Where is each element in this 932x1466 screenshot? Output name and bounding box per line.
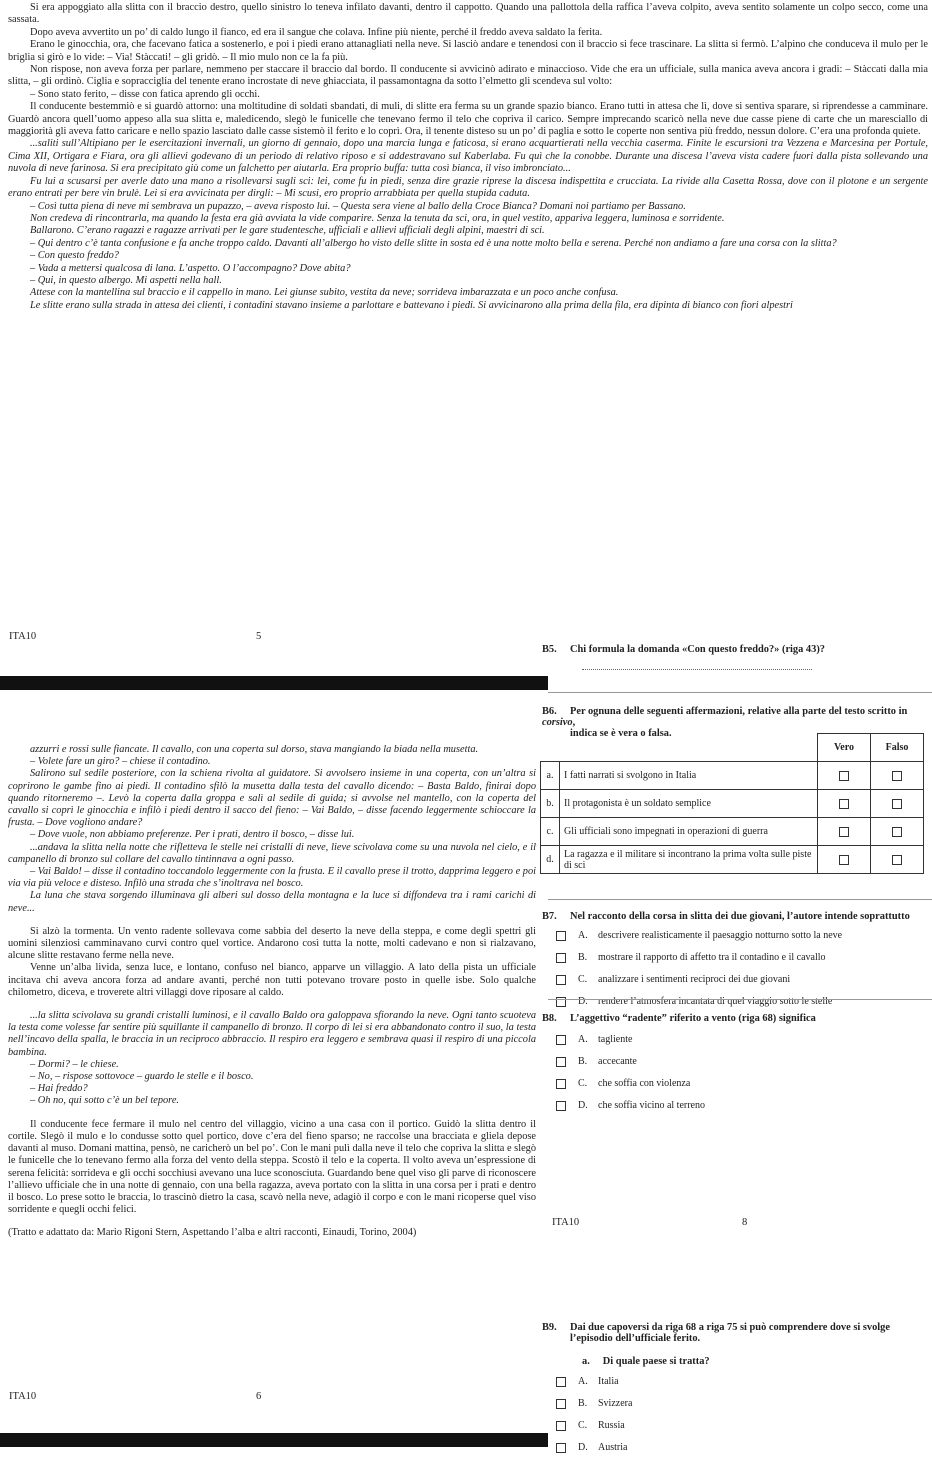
paragraph-gap [8,1216,536,1227]
question-b9-sub [582,1356,932,1367]
paragraph: – Dove vuole, non abbiamo preferenze. Per i prati, dentro il bosco, – disse lui. [30,829,355,841]
option-letter: D. [578,1442,588,1453]
option-letter: D. [578,1100,588,1111]
checkbox-square[interactable] [892,855,902,865]
checkbox-square[interactable] [556,1377,566,1387]
paragraph: – Hai freddo? [30,1083,88,1095]
q-text-punct: , [572,717,576,728]
paragraph: Si era appoggiato alla slitta con il braccio destro, quello sinistro lo teneva infilato davanti, dentro il cappotto. Quando una pallottola della raffica l’aveva colpito, aveva sentito solamente un colpo secco, come una sassata. [8,2,928,26]
tf-header-true: Vero [818,734,871,762]
option-text: descrivere realisticamente il paesaggio notturno sotto la neve [598,930,843,941]
tf-header-false: Falso [871,734,924,762]
paragraph: Ballarono. C’erano ragazzi e ragazze arrivati per le gare studentesche, ufficiali e allievi ufficiali degli alpini, maestri di sci. [30,225,545,237]
option-letter: C. [578,974,588,985]
answer-option[interactable] [556,996,832,1007]
answer-option[interactable] [556,1078,690,1089]
paragraph-gap [8,915,536,926]
paragraph: – Dormi? – le chiese. [30,1058,119,1070]
paragraph: – Così tutta piena di neve mi sembrava un pupazzo, – aveva risposto lui. – Questa sera viene al ballo della Croce Bianca? Domani noi partiamo per Bassano. [30,200,686,212]
answer-option[interactable] [556,974,790,985]
answer-line-b5[interactable] [582,669,812,670]
q-text-italic: corsivo [542,717,573,728]
option-text: accecante [598,1056,637,1067]
paragraph: – Vada a mettersi qualcosa di lana. L’aspetto. O l’accompagno? Dove abita? [30,262,351,274]
q-text: Dai due capoversi da riga 68 a riga 75 si può comprendere dove si svolge [570,1322,890,1333]
paragraph: (Tratto e adattato da: Mario Rigoni Stern, Aspettando l’alba e altri racconti, Einaudi, Torino, 2004) [8,1227,417,1239]
sub-letter: a. [582,1356,590,1367]
checkbox-square[interactable] [556,975,566,985]
answer-option[interactable] [556,1034,632,1045]
paragraph: ...andava la slitta nella notte che rifletteva le stelle nei cristalli di neve, lieve scivolava come su una nuvola nel cielo, e il campanello di bronzo sul collare del cavallo tintinnava a ogni passo. [8,841,536,865]
checkbox-square[interactable] [892,827,902,837]
paragraph: Il conducente bestemmiò e si guardò attorno: una moltitudine di soldati sbandati, di muli, di slitte era ferma su un grande spazio bianco. Erano tutti in attesa che lì, dove si sentiva sparare, si riprendesse a camminare. Guardò ancora quell’uomo appeso alla sua slitta e, maledicendo, slegò le funicelle che tenevano fermo il telo che copriva il carico. Sempre imprecando scaricò nella neve due casse piene di carte che un maresciallo di maggiorità gli aveva fatto caricare e nello spazio lasciato dalle casse sistemò il ferito e lo coprì. Ora, il tenente disteso su un po’ di paglia e sotto le coperte non sentiva più freddo, nessun dolore. C’era una profonda quiete. [8,101,928,138]
checkbox-false[interactable] [871,818,924,846]
option-letter: B. [578,1056,588,1067]
footer-page-number-5: 5 [256,631,262,642]
paragraph: Le slitte erano sulla strada in attesa dei clienti, i contadini stavano insieme a parlottare e battevano i piedi. Si avvicinarono alla prima della fila, era dipinta di bianco con fiori alpestri [30,299,793,311]
checkbox-square[interactable] [556,1035,566,1045]
option-letter: B. [578,952,588,963]
option-text: mostrare il rapporto di affetto tra il contadino e il cavallo [598,952,826,963]
paragraph: – Con questo freddo? [30,250,119,262]
tf-row [541,846,924,874]
sub-text: Di quale paese si tratta? [602,1356,710,1367]
footer-page-number-6: 6 [256,1391,262,1402]
checkbox-square[interactable] [556,1421,566,1431]
bottom-divider [0,1433,548,1447]
checkbox-true[interactable] [818,762,871,790]
true-false-table [540,733,924,874]
paragraph: – Qui dentro c’è tanta confusione e fa anche troppo caldo. Davanti all’albergo ho visto delle slitte in sosta ed è una notte molto bella e serena. Perché non andiamo a fare una corsa con la slitta? [30,237,837,249]
page-divider [0,676,548,690]
checkbox-square[interactable] [556,1057,566,1067]
paragraph: – Qui, in questo albergo. Mi aspetti nella hall. [30,274,222,286]
q-number: B5. [542,644,557,655]
q-number: B8. [542,1013,557,1024]
footer-code-page5: ITA10 [9,631,37,642]
paragraph: – Vai Baldo! – disse il contadino toccandolo leggermente con la frusta. E il cavallo prese il trotto, dapprima leggero e poi via via più veloce e disteso. Infilò una strada che s’inoltrava nel bosco. [8,866,536,890]
paragraph: ...saliti sull’Altipiano per le esercitazioni invernali, un giorno di gennaio, dopo una marcia lunga e faticosa, si erano acquartierati nella vecchia caserma. Finite le escursioni tra Vezzena e Marcesina per Portule, Cima XII, Ortigara e Fiara, ora gli allievi godevano di un periodo di relativo riposo e si addestravano sul Kaberlaba. Fu quì che la conobbe. Durante una discesa l’aveva vista cadere fuori dalla pista sollevando una nuvola di neve farinosa. Si era precipitato giù come un falchetto per aiutarla. Era proprio buffa: tutta così bianca, il viso imbronciato... [8,138,928,175]
tf-row-letter: a. [541,762,560,790]
answer-option[interactable] [556,952,826,963]
paragraph: La luna che stava sorgendo illuminava gli alberi sul dosso della montagna e la luce si diffondeva tra i rami carichi di neve... [8,890,536,914]
rule [548,999,932,1000]
q-text: L’aggettivo “radente” riferito a vento (riga 68) significa [570,1013,816,1024]
checkbox-square[interactable] [556,1079,566,1089]
tf-header-blank [541,734,818,762]
q-number: B7. [542,911,557,922]
checkbox-square[interactable] [839,827,849,837]
checkbox-square[interactable] [556,1443,566,1453]
option-text: che soffia vicino al terreno [598,1100,705,1111]
option-letter: C. [578,1420,588,1431]
paragraph: Salirono sul sedile posteriore, con la schiena rivolta al guidatore. Si avvolsero insieme in una coperta, con un’altra si coprirono le gambe fino ai piedi. Il contadino sfilò la musetta dalla testa del cavallo dicendo: – Basta Baldo, finirai dopo quando ritorneremo –. Levò la coperta dalla groppa e salì al sedile di guida; si avvolse nel mantello, con la coperta del cavallo si coprì le ginocchia e infilò i piedi dentro il sacco del fieno: – Vai Baldo, – disse facendo leggermente schioccare la frusta. – Dove vogliono andare? [8,768,536,829]
q-number: B9. [542,1322,557,1333]
option-text: analizzare i sentimenti reciproci dei due giovani [598,974,791,985]
paragraph: Non credeva di rincontrarla, ma quando la festa era già avviata la vide comparire. Senza la tenuta da sci, ora, in quel vestito, appariva leggera, luminosa e sorridente. [30,212,725,224]
paragraph: – No, – rispose sottovoce – guardo le stelle e il bosco. [30,1071,254,1083]
checkbox-square[interactable] [556,953,566,963]
option-text: Italia [598,1376,619,1387]
question-b7 [542,911,932,922]
option-letter: D. [578,996,588,1007]
q-text-line2: l’episodio dell’ufficiale ferito. [570,1333,701,1344]
answer-option[interactable] [556,1442,627,1453]
paragraph: – Sono stato ferito, – disse con fatica aprendo gli occhi. [30,88,260,100]
tf-row-statement: Il protagonista è un soldato semplice [560,790,818,818]
checkbox-true[interactable] [818,818,871,846]
q-text-line2: indica se è vera o falsa. [570,728,672,739]
answer-option[interactable] [556,1056,637,1067]
paragraph: Venne un’alba livida, senza luce, e lontano, confuso nel bianco, apparve un villaggio. A lato della pista un ufficiale incitava chi aveva ancora forza ad andare avanti, perché non tutti potevano trovare posto in quelle isbe. Solo qualche chilometro, diceva, e troverete altri villaggi dove riposare al caldo. [8,962,536,998]
page-bottom-left [8,744,536,1240]
paragraph: – Volete fare un giro? – chiese il contadino. [30,756,211,768]
checkbox-true[interactable] [818,846,871,874]
page-top [8,2,928,638]
checkbox-square[interactable] [839,799,849,809]
checkbox-true[interactable] [818,790,871,818]
checkbox-square[interactable] [556,1399,566,1409]
paragraph: Attese con la mantellina sul braccio e il cappello in mano. Lei giunse subito, vestita da neve; sorrideva imbarazzata e un poco anche confusa. [30,287,619,299]
question-b5 [542,644,932,655]
paragraph: azzurri e rossi sulle fiancate. Il cavallo, con una coperta sul dorso, stava mangiando la biada nella musetta. [30,744,479,755]
checkbox-square[interactable] [556,931,566,941]
rule [548,692,932,693]
checkbox-square[interactable] [556,1101,566,1111]
q-text: Chi formula la domanda «Con questo freddo?» (riga 43)? [570,644,825,655]
checkbox-square[interactable] [839,771,849,781]
answer-option[interactable] [556,1398,632,1409]
tf-row-statement: I fatti narrati si svolgono in Italia [560,762,818,790]
paragraph: ...la slitta scivolava su grandi cristalli luminosi, e il cavallo Baldo ora galoppava sfiorando la neve. Ogni tanto scuoteva la testa come volesse far sentire più squillante il campanello di bronzo. Il corpo di lei si era abbandonato contro il suo, la testa nell’incavo della spalla, le braccia in un reciproco abbraccio. Il respiro era leggero e sembrava quasi il respiro di una piccola bambina. [8,1010,536,1058]
paragraph: Il conducente fece fermare il mulo nel centro del villaggio, vicino a una casa con il portico. Guidò la slitta dentro il cortile. Slegò il mulo e lo condusse sotto quel portico, dove c’era del fieno sparso; ne raccolse una bracciata e gliela depose davanti al muso. Domani mattina, pensò, ne caricherò un bel po’. Con le mani pulì dalla neve il telo che copriva la slitta e slegò le funicelle che lo tenevano fermo alla forza del vento della steppa. Scostò il telo e la coperta. Il volto aveva un’espressione di serena felicità: sorrideva e gli occhi socchiusi avevano una luce sconosciuta. Guardando bene quel viso gli parve di riconoscere l’allievo ufficiale che in una notte di gennaio, con una bella ragazza, aveva portato con la slitta in una corsa per i prati e dentro il bosco. Lo prese sotto le braccia, lo trascinò dietro la casa, scavò nella neve, adagiò il corpo e con le mani ricoperse quel viso sorridente e quegli occhi felici. [8,1118,536,1216]
q-text: Nel racconto della corsa in slitta dei due giovani, l’autore intende soprattutto [570,911,910,922]
option-letter: A. [578,930,588,941]
tf-row-statement: Gli ufficiali sono impegnati in operazioni di guerra [560,818,818,846]
option-text: tagliente [598,1034,633,1045]
answer-option[interactable] [556,1420,625,1431]
q-number: B6. [542,706,557,717]
tf-row-letter: c. [541,818,560,846]
paragraph: – Oh no, qui sotto c’è un bel tepore. [30,1095,179,1107]
option-text: che soffia con violenza [598,1078,691,1089]
checkbox-false[interactable] [871,846,924,874]
answer-option[interactable] [556,930,842,941]
option-text: rendere l’atmosfera incantata di quel viaggio sotto le stelle [598,996,833,1007]
tf-row-statement: La ragazza e il militare si incontrano la prima volta sulle piste di sci [560,846,818,874]
checkbox-false[interactable] [871,762,924,790]
option-letter: A. [578,1376,588,1387]
paragraph-gap [8,1108,536,1119]
tf-row-letter: d. [541,846,560,874]
paragraph: Non rispose, non aveva forza per parlare, nemmeno per staccare il braccio dal bordo. Il conducente si avvicinò adirato e minaccioso. Vide che era un ufficiale, sulla manica aveva ancora i gradi: – Stàccati dalla mia slitta, – gli ordinò. Ciglia e sopracciglia del tenente erano incrostate di neve ghiacciata, il passamontagna da sotto l’elmetto gli scendeva sul volto: [8,64,928,88]
tf-row [541,818,924,846]
answer-option[interactable] [556,1376,619,1387]
option-text: Svizzera [598,1398,633,1409]
question-b9 [542,1322,932,1344]
option-letter: B. [578,1398,588,1409]
footer-code-page8: ITA10 [552,1217,580,1228]
option-text: Russia [598,1420,625,1431]
checkbox-false[interactable] [871,790,924,818]
paragraph: Erano le ginocchia, ora, che facevano fatica a sostenerlo, e poi i piedi erano attanagliati nella neve. Si lasciò andare e tenendosi con il braccio si fece trascinare. La slitta si fermò. L’alpino che conduceva il mulo per le briglia si girò e lo vide: – Via! Stàccati! – gli gridò. – Il mio mulo non ce la fa più. [8,39,928,63]
rule [548,899,932,900]
paragraph-gap [8,999,536,1010]
checkbox-square[interactable] [892,771,902,781]
question-b8 [542,1013,932,1024]
option-letter: A. [578,1034,588,1045]
tf-row-letter: b. [541,790,560,818]
checkbox-square[interactable] [839,855,849,865]
paragraph: Dopo aveva avvertito un po’ di caldo lungo il fianco, ed era il sangue che colava. Infine più niente, perché il freddo aveva saldato la ferita. [30,26,603,38]
footer-code-page6: ITA10 [9,1391,37,1402]
paragraph: Fu lui a scusarsi per averle dato una mano a risollevarsi sugli sci: lei, come fu in piedi, senza dire grazie riprese la discesa indispettita e crucciata. La rivide alla Casetta Rossa, dove con il plotone e un sergente erano entrati per bere vin brulè. Lei si era avvicinata per dirgli: – Mi scusi, ero proprio arrabbiata per quella stupida caduta. [8,175,928,200]
paragraph: Si alzò la tormenta. Un vento radente sollevava come sabbia del deserto la neve della steppa, e come degli spettri gli uomini silenziosi camminavano curvi contro quel vortice. Andarono così tutta la notte, molti cadevano e non si rialzavano, alcune slitte restavano ferme nella neve. [8,925,536,962]
answer-option[interactable] [556,1100,705,1111]
tf-row [541,762,924,790]
option-letter: C. [578,1078,588,1089]
footer-page-number-8: 8 [742,1217,748,1228]
q-text: Per ognuna delle seguenti affermazioni, relative alla parte del testo scritto in [570,706,908,717]
tf-row [541,790,924,818]
checkbox-square[interactable] [892,799,902,809]
option-text: Austria [598,1442,628,1453]
